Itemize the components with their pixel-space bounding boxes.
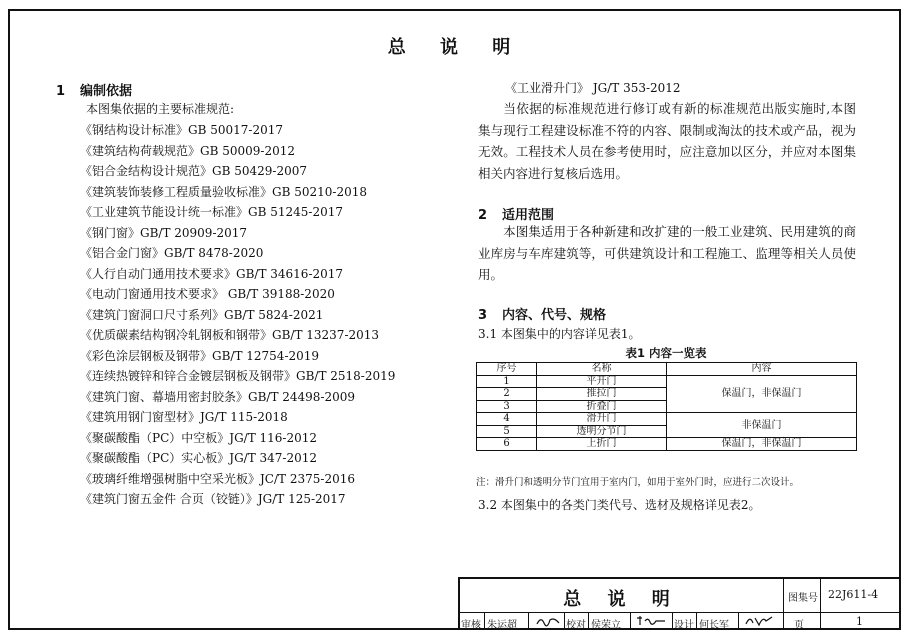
standard-item: 《建筑用钢门窗型材》JG/T 115-2018 — [80, 410, 288, 424]
table-cell-content: 保温门，非保温门 — [667, 438, 857, 451]
table-cell-no: 6 — [477, 438, 537, 451]
checker-name: 侯荣立 — [591, 620, 621, 631]
table-header-name: 名称 — [537, 363, 667, 376]
standard-item: 《钢门窗》GB/T 20909-2017 — [80, 225, 248, 240]
table-cell-content: 非保温门 — [667, 413, 857, 438]
reviewer-name: 朱运超 — [487, 620, 517, 631]
designer-name: 何长军 — [699, 620, 729, 631]
table-cell-name: 透明分节门 — [537, 425, 667, 438]
standard-item: 《建筑门窗、幕墙用密封胶条》GB/T 24498-2009 — [80, 389, 356, 404]
section-3-item-1: 3.1 本图集中的内容详见表1。 — [478, 327, 641, 341]
table-cell-name: 上折门 — [537, 438, 667, 451]
standard-item: 《工业建筑节能设计统一标准》GB 51245-2017 — [80, 205, 343, 219]
table-cell-no: 2 — [477, 388, 537, 401]
check-label: 校对 — [566, 620, 586, 631]
section-3-number: 3 — [478, 308, 488, 323]
table-cell-no: 5 — [477, 425, 537, 438]
table-cell-name: 推拉门 — [537, 388, 667, 401]
content-table — [476, 362, 857, 451]
continued-standard: 《工业滑升门》 JG/T 353-2012 — [505, 81, 681, 95]
revision-note — [478, 98, 856, 184]
standard-item: 《电动门窗通用技术要求》 GB/T 39188-2020 — [80, 287, 335, 301]
table-cell-no: 1 — [477, 375, 537, 388]
page-label: 页 — [794, 620, 804, 631]
standard-item: 《建筑装饰装修工程质量验收标准》GB 50210-2018 — [80, 184, 367, 199]
review-label: 审核 — [461, 620, 481, 631]
checker-signature — [636, 615, 666, 630]
table-cell-content: 保温门，非保温门 — [667, 375, 857, 413]
table-note: 注：滑升门和透明分节门宜用于室内门，如用于室外门时，应进行二次设计。 — [476, 477, 800, 488]
section-3-heading — [478, 304, 606, 323]
reviewer-signature — [536, 615, 560, 630]
title-block — [458, 577, 901, 630]
designer-signature — [744, 614, 774, 630]
section-1-number: 1 — [56, 84, 66, 99]
standard-item: 《人行自动门通用技术要求》GB/T 34616-2017 — [80, 266, 344, 281]
standard-item: 《彩色涂层钢板及钢带》GB/T 12754-2019 — [80, 348, 320, 363]
section-1-intro: 本图集依据的主要标准规范: — [86, 102, 235, 116]
atlas-label: 图集号 — [788, 593, 818, 604]
standard-item: 《优质碳素结构钢冷轧钢板和钢带》GB/T 13237-2013 — [80, 328, 380, 342]
section-1-title: 编制依据 — [80, 84, 133, 99]
section-2-title: 适用范围 — [502, 208, 555, 223]
standard-item: 《建筑结构荷载规范》GB 50009-2012 — [80, 143, 295, 158]
standard-item: 《建筑门窗五金件 合页（铰链）》JG/T 125-2017 — [80, 492, 346, 506]
standard-item: 《钢结构设计标准》GB 50017-2017 — [80, 123, 283, 137]
section-3-title: 内容、代号、规格 — [502, 308, 607, 323]
table-header-content: 内容 — [667, 363, 857, 376]
table-cell-no: 4 — [477, 413, 537, 426]
standard-item: 《玻璃纤维增强树脂中空采光板》JC/T 2375-2016 — [80, 471, 355, 486]
table-cell-name: 滑升门 — [537, 413, 667, 426]
scope-text: 本图集适用于各种新建和改扩建的一般工业建筑、民用建筑的商业库房与车库建筑等，可供建筑设计和工程施工、监理等相关人员使用。 — [478, 224, 856, 282]
table-row — [477, 375, 857, 388]
standard-item: 《铝合金结构设计规范》GB 50429-2007 — [80, 164, 307, 178]
table-row — [477, 438, 857, 451]
section-3-item-2: 3.2 本图集中的各类门类代号、选材及规格详见表2。 — [478, 498, 761, 512]
design-label: 设计 — [674, 620, 694, 631]
page-number: 1 — [856, 615, 863, 628]
revision-note-text: 当依据的标准规范进行修订或有新的标准规范出版实施时,本图集与现行工程建设标准不符的内容、限制或淘汰的技术或产品，视为无效。工程技术人员在参考使用时，应注意加以区分，并应对本图集相关内容进行复核后选用。 — [478, 101, 856, 181]
standard-item: 《建筑门窗洞口尺寸系列》GB/T 5824-2021 — [80, 307, 324, 322]
standard-item: 《铝合金门窗》GB/T 8478-2020 — [80, 246, 264, 260]
table-row — [477, 413, 857, 426]
standard-item: 《连续热镀锌和锌合金镀层钢板及钢带》GB/T 2518-2019 — [80, 369, 396, 383]
standard-item: 《聚碳酸酯（PC）中空板》JG/T 116-2012 — [80, 430, 318, 445]
table-cell-name: 折叠门 — [537, 400, 667, 413]
table-header-no: 序号 — [477, 363, 537, 376]
standard-item: 《聚碳酸酯（PC）实心板》JG/T 347-2012 — [80, 451, 318, 465]
section-1-heading — [56, 80, 132, 99]
atlas-number: 22J611-4 — [828, 588, 879, 601]
title-block-title: 总 说 明 — [563, 589, 680, 610]
table-1-caption: 表1 内容一览表 — [625, 346, 707, 360]
section-2-number: 2 — [478, 208, 488, 223]
page-title: 总 说 明 — [387, 37, 525, 58]
table-cell-no: 3 — [477, 400, 537, 413]
scope-paragraph — [478, 221, 856, 286]
table-cell-name: 平开门 — [537, 375, 667, 388]
